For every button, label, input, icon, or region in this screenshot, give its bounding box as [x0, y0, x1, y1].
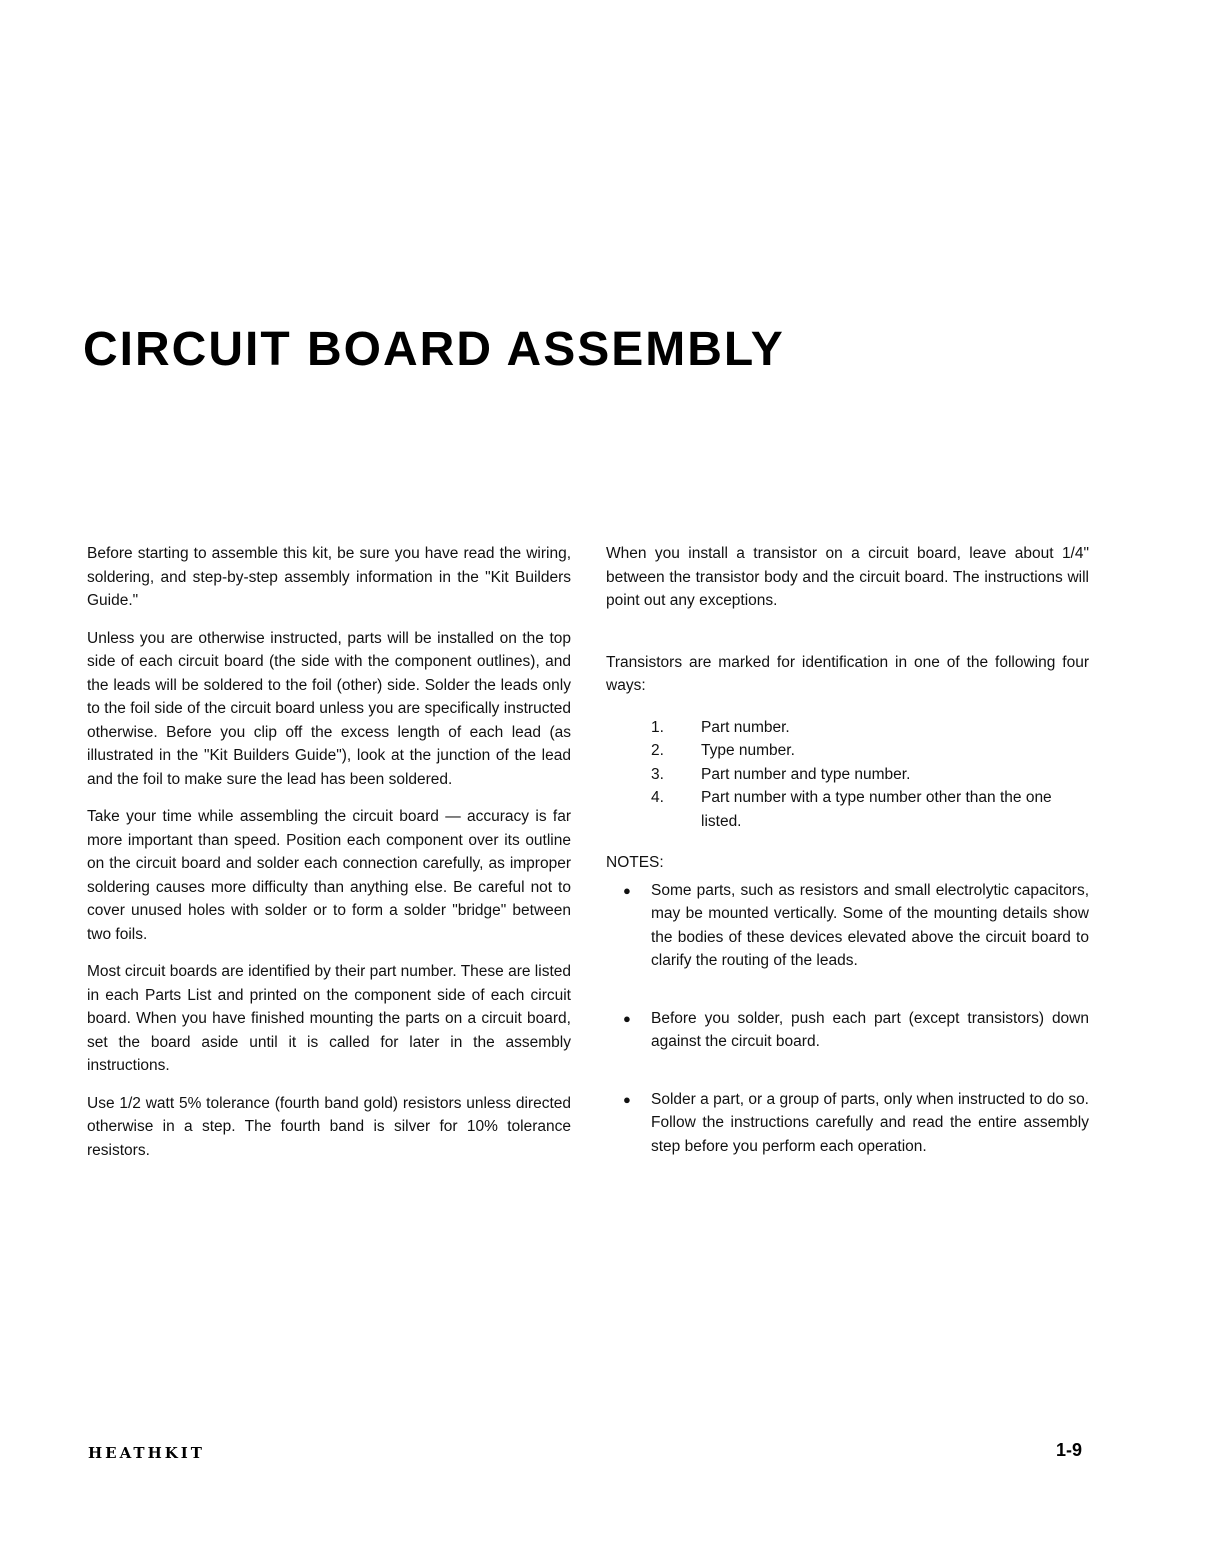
paragraph-transistor-install: When you install a transistor on a circuit board, leave about 1/4" between the transistor body and the circuit board. The instructions will point out any exceptions.: [606, 545, 1089, 609]
note-text: Before you solder, push each part (except transistors) down against the circuit board.: [651, 1009, 1089, 1050]
paragraph-unless-instructed: Unless you are otherwise instructed, parts will be installed on the top side of each circuit board (the side with the component outlines), and the leads will be soldered to the foil (other) side. Solder the leads only to the foil side of the circuit board unless you are specifically instructed otherwise. Before you clip off the excess length of each lead (as illustrated in the "Kit Builders Guide"), look at the junction of the lead and the foil to make sure the lead has been soldered.: [87, 629, 571, 788]
paragraph-resistor-tolerance: Use 1/2 watt 5% tolerance (fourth band gold) resistors unless directed otherwise in a step. The fourth band is silver for 10% tolerance resistors.: [87, 1094, 571, 1159]
list-text: Type number.: [701, 742, 795, 759]
right-column: [606, 542, 1089, 1192]
list-number: 1.: [651, 718, 664, 736]
note-text: Solder a part, or a group of parts, only when instructed to do so. Follow the instructions carefully and read the entire assembly step before you perform each operation.: [651, 1090, 1089, 1155]
bullet-icon: ●: [623, 1091, 631, 1107]
heathkit-logo: HEATHKIT: [88, 1444, 205, 1462]
paragraph-part-numbers: Most circuit boards are identified by their part number. These are listed in each Parts List and printed on the component side of each circuit board. When you have finished mounting the parts on a circuit board, set the board aside until it is called for later in the assembly instructions.: [87, 963, 571, 1074]
paragraph-transistor-marking: Transistors are marked for identification in one of the following four ways:: [606, 653, 1089, 694]
list-item: [651, 739, 1089, 763]
list-text: Part number with a type number other than the one listed.: [701, 789, 1052, 830]
notes-list: [623, 879, 1089, 1159]
page-title: CIRCUIT BOARD ASSEMBLY: [83, 323, 785, 376]
list-number: 4.: [651, 789, 664, 806]
note-item: [623, 1007, 1089, 1054]
bullet-icon: ●: [623, 882, 631, 898]
list-item: [651, 716, 1089, 740]
list-number: 3.: [651, 765, 664, 783]
page-number: 1-9: [1056, 1440, 1083, 1460]
note-item: [623, 879, 1089, 973]
list-text: Part number and type number.: [701, 765, 911, 783]
paragraph-before-starting: Before starting to assemble this kit, be sure you have read the wiring, soldering, and step-by-step assembly information in the "Kit Builders Guide.": [87, 545, 571, 609]
note-text: Some parts, such as resistors and small electrolytic capacitors, may be mounted vertically. Some of the mounting details show the bodies of these devices elevated above the circuit board to clarify the routing of the leads.: [651, 881, 1089, 969]
note-item: [623, 1088, 1089, 1159]
marking-methods-list: [651, 716, 1089, 834]
list-item: [651, 786, 1089, 833]
list-text: Part number.: [701, 718, 790, 736]
notes-heading: NOTES:: [606, 854, 664, 871]
paragraph-take-your-time: Take your time while assembling the circuit board — accuracy is far more important than speed. Position each component over its outline on the circuit board and solder each connection carefully, as improper soldering causes more difficulty than anything else. Be careful not to cover unused holes with solder or to form a solder "bridge" between two foils.: [87, 808, 571, 943]
bullet-icon: ●: [623, 1010, 631, 1026]
list-item: [651, 763, 1089, 787]
left-column: [87, 542, 571, 1176]
list-number: 2.: [651, 742, 664, 759]
